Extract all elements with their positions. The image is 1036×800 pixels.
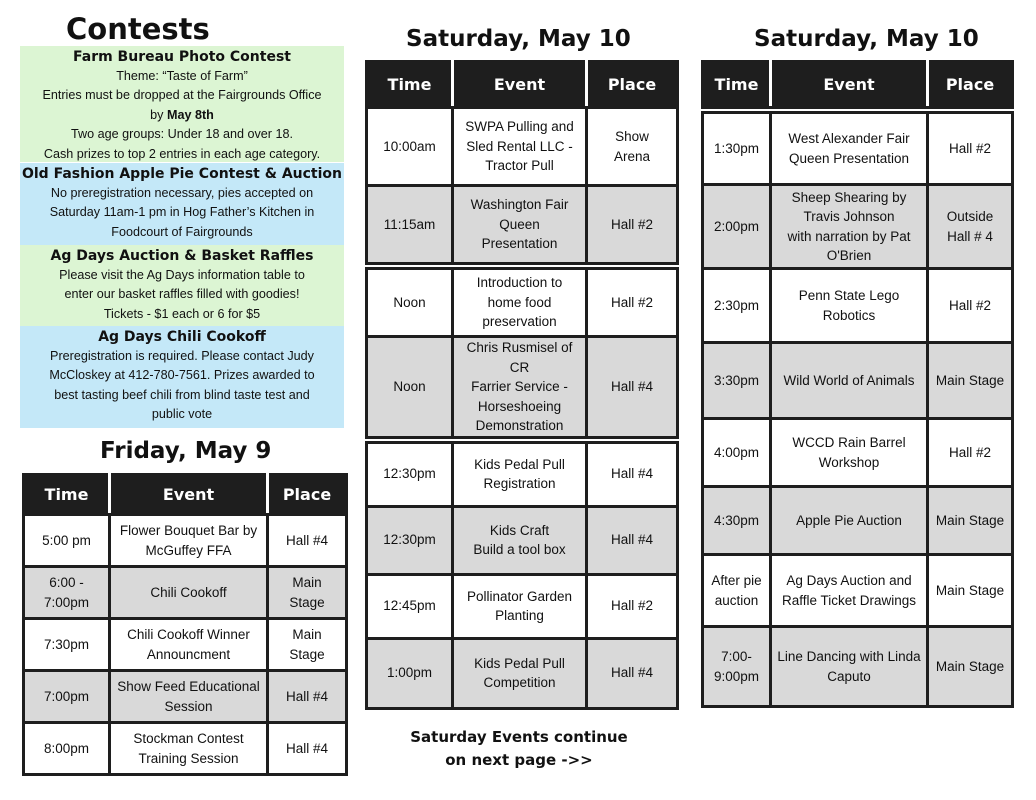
time-header: Time — [703, 62, 771, 108]
event-header: Event — [110, 475, 268, 515]
cell-line: Hall #2 — [948, 297, 992, 313]
table-row — [703, 487, 1013, 555]
cell-line: Stage — [289, 646, 325, 662]
cell-line: Noon — [393, 294, 426, 310]
table-row — [703, 555, 1013, 627]
event-cell — [771, 269, 928, 343]
cell-line: Hall #4 — [285, 740, 329, 756]
cell-line: Kids Pedal Pull — [474, 655, 565, 671]
place-cell — [268, 671, 347, 723]
cell-line: Hall #4 — [285, 688, 329, 704]
photo-contest-deadline-line — [20, 106, 344, 125]
cell-line: Outside — [946, 209, 994, 224]
chili-cookoff-line: best tasting beef chili from blind taste test and — [54, 387, 310, 402]
place-cell — [587, 574, 678, 638]
photo-contest-deadline: May 8th — [166, 107, 214, 122]
cell-line: Wild World of Animals — [783, 372, 915, 388]
event-cell — [771, 627, 928, 707]
place-cell — [928, 419, 1013, 487]
continue-note — [380, 726, 658, 772]
event-cell — [110, 619, 268, 671]
time-cell — [703, 269, 771, 343]
cell-line: After pie — [711, 573, 762, 588]
cell-line: home food — [487, 294, 552, 310]
table-row — [703, 113, 1013, 185]
time-cell — [703, 343, 771, 419]
cell-line: Ag Days Auction and — [786, 573, 912, 588]
cell-line: Hall # 4 — [947, 228, 993, 244]
table-row — [367, 108, 678, 186]
cell-line: 12:30pm — [383, 466, 436, 482]
cell-line: Announcment — [146, 646, 231, 662]
place-cell — [928, 487, 1013, 555]
cell-line: Tractor Pull — [485, 158, 554, 174]
event-cell — [771, 555, 928, 627]
photo-contest-by: by — [150, 107, 164, 122]
event-cell — [453, 506, 587, 574]
place-cell — [268, 567, 347, 619]
cell-line: Main — [292, 627, 322, 642]
cell-line: Horseshoeing — [477, 398, 562, 414]
table-header-row — [367, 62, 678, 108]
place-cell — [928, 269, 1013, 343]
cell-line: Penn State Lego — [798, 288, 900, 303]
table-row — [367, 337, 678, 438]
cell-line: Hall #4 — [610, 466, 654, 482]
event-cell — [453, 108, 587, 186]
event-cell — [453, 269, 587, 337]
table-row — [703, 419, 1013, 487]
cell-line: 7:00pm — [43, 688, 90, 704]
cell-line: 7:00pm — [43, 594, 90, 610]
cell-line: Noon — [393, 379, 426, 394]
time-cell — [24, 515, 110, 567]
cell-line: Hall #4 — [610, 532, 654, 548]
cell-line: Washington Fair — [470, 197, 569, 213]
time-cell — [367, 638, 453, 708]
table-row — [367, 442, 678, 506]
time-cell — [703, 185, 771, 269]
cell-line: Robotics — [822, 307, 876, 323]
table-row — [367, 638, 678, 708]
cell-line: Show Feed Educational — [117, 679, 260, 694]
cell-line: Main — [292, 575, 322, 590]
event-cell — [453, 186, 587, 264]
table-row — [24, 723, 347, 775]
cell-line: Main Stage — [935, 372, 1005, 388]
cell-line: 6:00 - — [49, 575, 84, 590]
cell-line: 12:30pm — [383, 532, 436, 548]
event-cell — [110, 723, 268, 775]
continue-note-line: Saturday Events continue — [410, 728, 628, 746]
chili-cookoff-title: Ag Days Chili Cookoff — [98, 329, 266, 345]
cell-line: Stage — [289, 594, 325, 610]
cell-line: Flower Bouquet Bar by — [119, 523, 258, 538]
cell-line: Pollinator Garden — [466, 588, 573, 604]
friday-schedule-table — [22, 473, 348, 776]
saturday-title: Saturday, May 10 — [754, 26, 979, 52]
event-cell — [453, 574, 587, 638]
event-cell — [110, 567, 268, 619]
time-header: Time — [367, 62, 453, 108]
cell-line: Arena — [613, 148, 651, 164]
place-cell — [587, 442, 678, 506]
table-row — [367, 186, 678, 264]
cell-line: Sled Rental LLC - — [466, 138, 573, 154]
table-row — [24, 671, 347, 723]
event-header: Event — [453, 62, 587, 108]
cell-line: 8:00pm — [43, 740, 90, 756]
cell-line: Presentation — [481, 236, 558, 252]
cell-line: Hall #4 — [285, 532, 329, 548]
cell-line: 2:30pm — [713, 297, 760, 313]
time-cell — [367, 574, 453, 638]
cell-line: Competition — [483, 675, 556, 690]
time-cell — [703, 555, 771, 627]
cell-line: Hall #4 — [610, 665, 654, 681]
place-cell — [928, 343, 1013, 419]
place-cell — [587, 638, 678, 708]
place-cell — [587, 108, 678, 186]
cell-line: Chili Cookoff — [150, 584, 227, 600]
cell-line: 5:00 pm — [42, 532, 91, 548]
photo-contest-theme: Theme: “Taste of Farm” — [116, 69, 248, 83]
table-row — [24, 567, 347, 619]
cell-line: 7:00- — [721, 649, 752, 664]
table-row — [367, 506, 678, 574]
event-cell — [771, 113, 928, 185]
cell-line: WCCD Rain Barrel — [792, 435, 906, 450]
friday-title: Friday, May 9 — [100, 438, 272, 464]
cell-line: 12:45pm — [383, 598, 436, 614]
cell-line: Main Stage — [935, 512, 1005, 528]
time-cell — [703, 487, 771, 555]
auction-raffle-title: Ag Days Auction & Basket Raffles — [50, 248, 314, 264]
event-cell — [453, 638, 587, 708]
cell-line: Chili Cookoff Winner — [127, 627, 250, 642]
cell-line: Training Session — [138, 750, 239, 766]
cell-line: Introduction to — [476, 275, 563, 291]
cell-line: 2:00pm — [713, 218, 760, 234]
cell-line: 11:15am — [383, 216, 436, 232]
table-row — [703, 343, 1013, 419]
cell-line: Raffle Ticket Drawings — [781, 592, 917, 608]
place-cell — [587, 269, 678, 337]
table-row — [24, 515, 347, 567]
place-header: Place — [268, 475, 347, 515]
auction-raffle-line: Tickets - $1 each or 6 for $5 — [103, 306, 261, 321]
event-cell — [771, 185, 928, 269]
cell-line: Registration — [483, 476, 556, 491]
apple-pie-line: Foodcourt of Fairgrounds — [111, 224, 253, 239]
cell-line: Hall #2 — [610, 294, 654, 310]
time-cell — [367, 108, 453, 186]
cell-line: Caputo — [827, 668, 871, 684]
cell-line: Build a tool box — [473, 542, 566, 557]
time-cell — [703, 113, 771, 185]
table-header-row — [24, 475, 347, 515]
cell-line: Sheep Shearing by — [791, 189, 907, 205]
cell-line: Hall #2 — [948, 140, 992, 156]
time-cell — [367, 506, 453, 574]
place-cell — [928, 113, 1013, 185]
time-cell — [367, 269, 453, 337]
cell-line: Queen Presentation — [788, 150, 910, 166]
cell-line: 3:30pm — [713, 372, 760, 388]
event-header: Event — [771, 62, 928, 108]
table-header-row — [703, 62, 1013, 108]
place-cell — [268, 515, 347, 567]
cell-line: 4:30pm — [713, 512, 760, 528]
cell-line: Kids Craft — [489, 522, 550, 538]
event-cell — [453, 442, 587, 506]
cell-line: O'Brien — [826, 248, 872, 263]
time-header: Time — [24, 475, 110, 515]
time-cell — [367, 442, 453, 506]
cell-line: Travis Johnson — [803, 209, 895, 224]
cell-line: Hall #2 — [610, 216, 654, 232]
cell-line: Workshop — [818, 454, 880, 470]
cell-line: auction — [714, 592, 759, 608]
cell-line: Show — [615, 129, 649, 144]
event-cell — [453, 337, 587, 438]
place-cell — [928, 627, 1013, 707]
cell-line: 9:00pm — [713, 668, 760, 684]
time-cell — [703, 627, 771, 707]
time-cell — [24, 619, 110, 671]
photo-contest-title: Farm Bureau Photo Contest — [73, 49, 291, 65]
cell-line: Stockman Contest — [133, 731, 244, 746]
time-cell — [24, 567, 110, 619]
apple-pie-line: Saturday 11am-1 pm in Hog Father’s Kitchen in — [49, 205, 315, 220]
photo-contest-entries: Entries must be dropped at the Fairgrounds Office — [42, 88, 322, 103]
saturday-schedule-table-2 — [701, 60, 1014, 708]
cell-line: 10:00am — [383, 138, 436, 154]
chili-cookoff-box — [20, 326, 344, 428]
cell-line: West Alexander Fair — [788, 131, 910, 146]
event-cell — [771, 419, 928, 487]
table-row — [703, 269, 1013, 343]
chili-cookoff-line: Preregistration is required. Please contact Judy — [50, 349, 314, 363]
cell-line: Hall #4 — [610, 379, 654, 394]
time-cell — [24, 723, 110, 775]
cell-line: Kids Pedal Pull — [474, 456, 565, 472]
cell-line: preservation — [482, 314, 557, 330]
event-cell — [771, 343, 928, 419]
place-cell — [268, 723, 347, 775]
table-row — [367, 269, 678, 337]
time-cell — [24, 671, 110, 723]
contests-title: Contests — [66, 12, 210, 46]
cell-line: Apple Pie Auction — [796, 512, 902, 528]
event-cell — [110, 671, 268, 723]
chili-cookoff-line: public vote — [151, 407, 213, 422]
cell-line: Farrier Service - — [471, 379, 568, 394]
cell-line: Main Stage — [935, 658, 1005, 674]
photo-contest-prizes: Cash prizes to top 2 entries in each age category. — [43, 146, 321, 161]
table-row — [24, 619, 347, 671]
cell-line: 4:00pm — [713, 444, 760, 460]
cell-line: Session — [164, 698, 213, 714]
cell-line: Chris Rusmisel of CR — [466, 340, 573, 375]
cell-line: Planting — [495, 608, 544, 623]
table-row — [367, 574, 678, 638]
cell-line: Hall #2 — [948, 444, 992, 460]
cell-line: SWPA Pulling and — [465, 119, 574, 135]
cell-line: 7:30pm — [43, 636, 90, 652]
photo-contest-box — [20, 46, 344, 162]
event-cell — [110, 515, 268, 567]
cell-line: McGuffey FFA — [145, 542, 232, 558]
apple-pie-line: No preregistration necessary, pies accepted on — [50, 186, 314, 200]
auction-raffle-line: enter our basket raffles filled with goodies! — [64, 287, 300, 302]
cell-line: Queen — [499, 216, 540, 232]
photo-contest-ages: Two age groups: Under 18 and over 18. — [71, 127, 293, 142]
cell-line: 1:00pm — [386, 665, 433, 681]
place-cell — [587, 337, 678, 438]
place-cell — [587, 186, 678, 264]
place-header: Place — [587, 62, 678, 108]
cell-line: 1:30pm — [713, 140, 760, 156]
cell-line: with narration by Pat — [787, 228, 911, 244]
place-cell — [587, 506, 678, 574]
auction-raffle-box — [20, 245, 344, 326]
place-header: Place — [928, 62, 1013, 108]
cell-line: Demonstration — [475, 418, 564, 433]
place-cell — [928, 185, 1013, 269]
apple-pie-contest-title: Old Fashion Apple Pie Contest & Auction — [21, 166, 343, 182]
cell-line: Hall #2 — [610, 598, 654, 614]
apple-pie-contest-box — [20, 163, 344, 245]
cell-line: Main Stage — [935, 582, 1005, 598]
time-cell — [703, 419, 771, 487]
chili-cookoff-line: McCloskey at 412-780-7561. Prizes awarded to — [49, 368, 315, 383]
cell-line: Line Dancing with Linda — [777, 649, 921, 664]
table-row — [703, 627, 1013, 707]
time-cell — [367, 337, 453, 438]
place-cell — [268, 619, 347, 671]
saturday-schedule-table-1 — [365, 60, 679, 710]
time-cell — [367, 186, 453, 264]
place-cell — [928, 555, 1013, 627]
auction-raffle-line: Please visit the Ag Days information table to — [59, 268, 305, 282]
table-row — [703, 185, 1013, 269]
continue-note-line: on next page ->> — [445, 751, 593, 769]
event-cell — [771, 487, 928, 555]
saturday-title: Saturday, May 10 — [406, 26, 631, 52]
